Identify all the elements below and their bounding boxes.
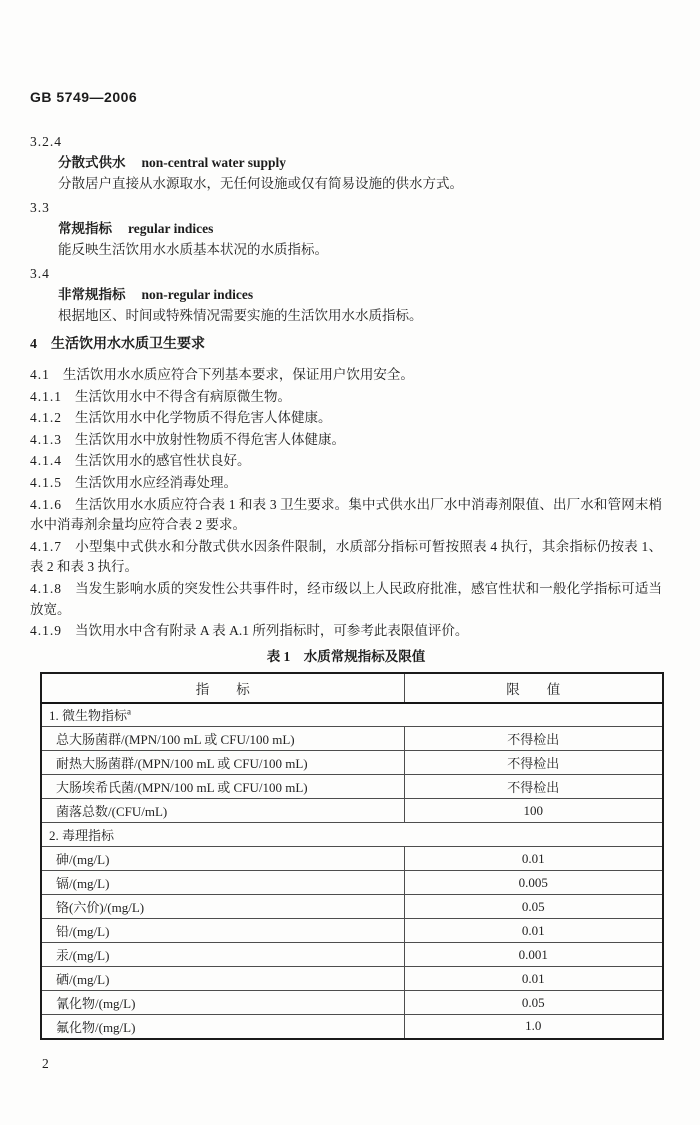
table-row (41, 895, 663, 919)
table1-header-indicator: 指 标 (41, 673, 404, 703)
clause-3-3 (30, 197, 662, 260)
paragraph-4-1 (30, 365, 662, 386)
table-row (41, 943, 663, 967)
table1-group-row-microbial (41, 703, 663, 727)
clause-term (58, 284, 662, 305)
page-number: 2 (42, 1055, 49, 1071)
limit-cell: 不得检出 (404, 775, 663, 799)
indicator-cell: 砷/(mg/L) (41, 847, 404, 871)
table-row (41, 847, 663, 871)
table-row (41, 967, 663, 991)
term-en: non-central water supply (141, 155, 287, 170)
indicator-cell: 铬(六价)/(mg/L) (41, 895, 404, 919)
limit-cell: 0.01 (404, 847, 663, 871)
paragraph-text: 小型集中式供水和分散式供水因条件限制，水质部分指标可暂按照表 4 执行，其余指标仍按表 1、表 2 和表 3 执行。 (30, 538, 662, 575)
paragraph-number: 4.1.9 (30, 623, 62, 639)
paragraph-4-1-8 (30, 579, 662, 620)
doc-code: GB 5749—2006 (30, 89, 138, 105)
section-4-heading (30, 334, 662, 355)
limit-cell: 0.05 (404, 991, 663, 1015)
paragraph-text: 生活饮用水应经消毒处理。 (75, 474, 237, 490)
clause-number: 3.2.4 (30, 134, 62, 149)
limit-cell: 不得检出 (404, 751, 663, 775)
table1-header-limit: 限 值 (404, 673, 663, 703)
table1-caption: 表 1 水质常规指标及限值 (266, 648, 426, 664)
indicator-cell: 镉/(mg/L) (41, 871, 404, 895)
paragraph-text: 生活饮用水水质应符合下列基本要求，保证用户饮用安全。 (62, 367, 414, 382)
group-label-cell (41, 703, 663, 727)
paragraph-4-1-9 (30, 621, 662, 642)
clause-definition: 分散居户直接从水源取水，无任何设施或仅有简易设施的供水方式。 (58, 176, 463, 191)
limit-cell: 0.01 (404, 967, 663, 991)
table-row (41, 775, 663, 799)
section-4-paragraphs (30, 365, 662, 642)
table-row (41, 919, 663, 943)
limit-cell: 100 (404, 799, 663, 823)
section-title: 生活饮用水水质卫生要求 (51, 337, 205, 352)
paragraph-number: 4.1.6 (30, 496, 62, 512)
paragraph-4-1-4 (30, 451, 662, 472)
paragraph-text: 生活饮用水中放射性物质不得危害人体健康。 (75, 431, 345, 447)
paragraph-4-1-6 (30, 495, 662, 536)
term-zh: 非常规指标 (58, 287, 126, 302)
group-label: 2. 毒理指标 (49, 828, 115, 844)
clause-3-4 (30, 263, 662, 326)
table-row (41, 1015, 663, 1039)
limit-cell: 不得检出 (404, 727, 663, 751)
limit-cell: 1.0 (404, 1015, 663, 1039)
paragraph-number: 4.1.4 (30, 453, 62, 469)
paragraph-text: 生活饮用水水质应符合表 1 和表 3 卫生要求。集中式供水出厂水中消毒剂限值、出厂水和管网末梢水中消毒剂余量均应符合表 2 要求。 (30, 496, 662, 533)
footnote-marker: a (127, 707, 132, 718)
paragraph-4-1-5 (30, 473, 662, 494)
table-row (41, 727, 663, 751)
clause-number: 3.4 (30, 266, 50, 281)
clause-3-2-4 (30, 131, 662, 194)
group-label-cell (41, 823, 663, 847)
paragraph-text: 当饮用水中含有附录 A 表 A.1 所列指标时，可参考此表限值评价。 (75, 623, 469, 639)
clause-definition: 能反映生活饮用水水质基本状况的水质指标。 (58, 242, 328, 257)
term-en: non-regular indices (141, 287, 254, 302)
term-en: regular indices (128, 221, 214, 236)
term-zh: 分散式供水 (58, 155, 126, 170)
paragraph-number: 4.1 (30, 367, 50, 382)
group-label: 1. 微生物指标 (49, 708, 128, 724)
paragraph-4-1-1 (30, 387, 662, 408)
term-zh: 常规指标 (58, 221, 112, 236)
indicator-cell: 菌落总数/(CFU/mL) (41, 799, 404, 823)
indicator-cell: 铅/(mg/L) (41, 919, 404, 943)
table1 (40, 672, 664, 1040)
table-row (41, 751, 663, 775)
paragraph-text: 当发生影响水质的突发性公共事件时，经市级以上人民政府批准，感官性状和一般化学指标可适当放宽。 (30, 580, 662, 617)
limit-cell: 0.01 (404, 919, 663, 943)
table1-group-row-toxicological (41, 823, 663, 847)
paragraph-4-1-3 (30, 430, 662, 451)
clause-number: 3.3 (30, 200, 50, 215)
paragraph-number: 4.1.7 (30, 538, 62, 554)
indicator-cell: 硒/(mg/L) (41, 967, 404, 991)
clause-definition: 根据地区、时间或特殊情况需要实施的生活饮用水水质指标。 (58, 308, 423, 323)
section-number: 4 (30, 337, 37, 352)
definition-clauses (30, 131, 662, 326)
clause-term (58, 218, 662, 239)
paragraph-4-1-2 (30, 408, 662, 429)
table1-header-row (41, 673, 663, 703)
limit-cell: 0.001 (404, 943, 663, 967)
indicator-cell: 氟化物/(mg/L) (41, 1015, 404, 1039)
paragraph-number: 4.1.2 (30, 410, 62, 426)
table-row (41, 799, 663, 823)
paragraph-4-1-7 (30, 537, 662, 578)
indicator-cell: 大肠埃希氏菌/(MPN/100 mL 或 CFU/100 mL) (41, 775, 404, 799)
paragraph-number: 4.1.5 (30, 474, 62, 490)
indicator-cell: 总大肠菌群/(MPN/100 mL 或 CFU/100 mL) (41, 727, 404, 751)
paragraph-text: 生活饮用水中不得含有病原微生物。 (75, 388, 291, 404)
paragraph-text: 生活饮用水的感官性状良好。 (75, 453, 251, 469)
table-row (41, 871, 663, 895)
indicator-cell: 耐热大肠菌群/(MPN/100 mL 或 CFU/100 mL) (41, 751, 404, 775)
limit-cell: 0.05 (404, 895, 663, 919)
paragraph-number: 4.1.3 (30, 431, 62, 447)
paragraph-number: 4.1.1 (30, 388, 62, 404)
paragraph-text: 生活饮用水中化学物质不得危害人体健康。 (75, 410, 332, 426)
table-row (41, 991, 663, 1015)
indicator-cell: 氰化物/(mg/L) (41, 991, 404, 1015)
paragraph-number: 4.1.8 (30, 580, 62, 596)
indicator-cell: 汞/(mg/L) (41, 943, 404, 967)
clause-term (58, 152, 662, 173)
limit-cell: 0.005 (404, 871, 663, 895)
